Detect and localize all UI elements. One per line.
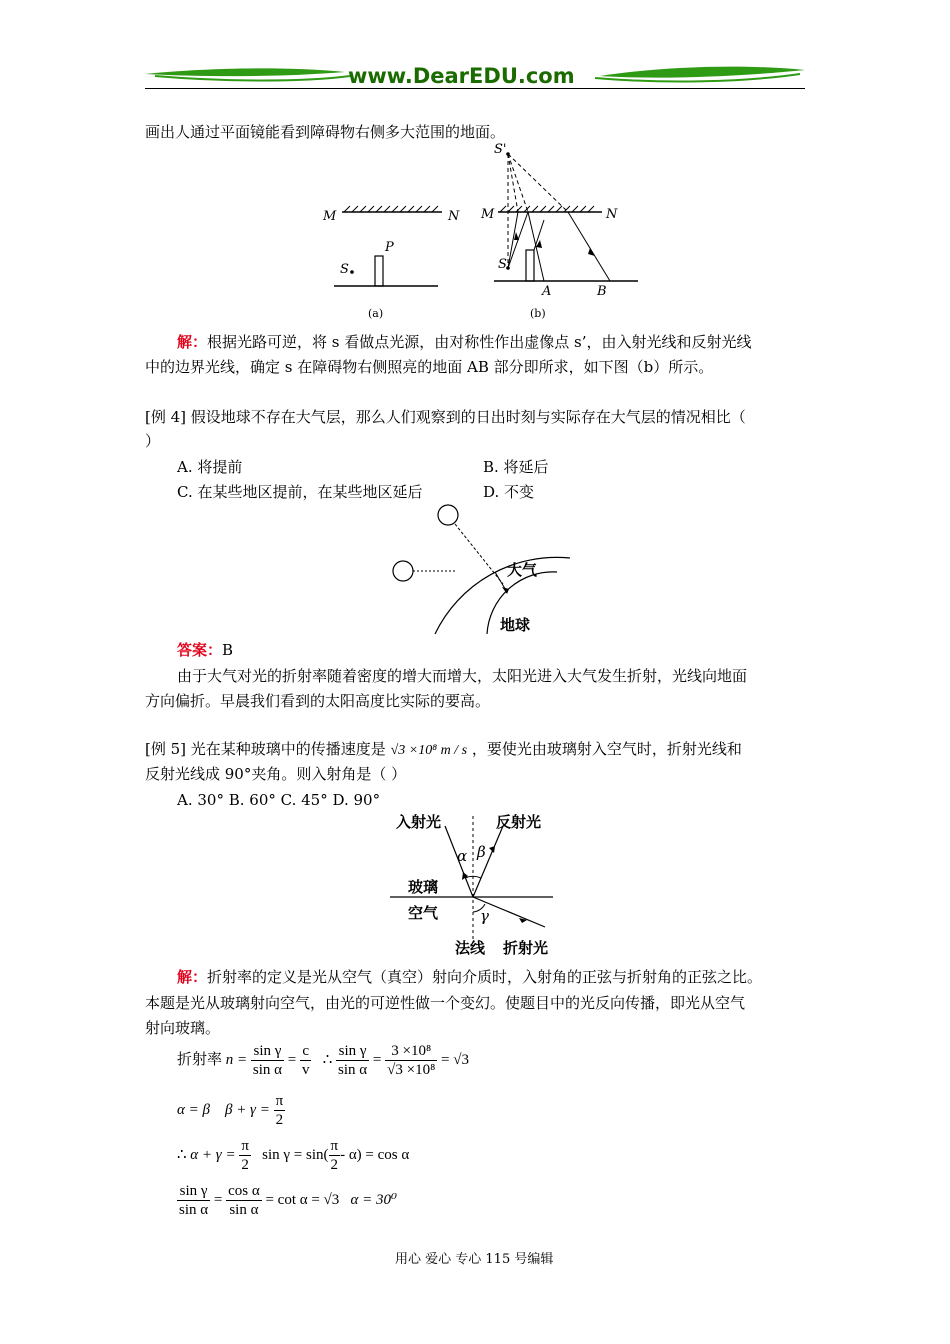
fig-b-caption: (b) <box>530 307 546 320</box>
equation-3: ∴ α + γ = $\frac{\pi}{2}$ sin γ = sin( $\frac{\pi}{2}$ - α) = cos α <box>177 1138 410 1173</box>
atmosphere-label: 大气 <box>507 561 538 579</box>
beta-label: β <box>477 843 486 861</box>
atmosphere-figure <box>385 498 570 636</box>
solution5-line3: 射向玻璃。 <box>145 1019 221 1037</box>
example4-explain-line1: 由于大气对光的折射率随着密度的增大而增大，太阳光进入大气发生折射，光线向地面 <box>177 667 748 685</box>
example5-options: A. 30° B. 60° C. 45° D. 90° <box>177 791 381 809</box>
header-rule <box>145 88 805 89</box>
fig-a-label-s: S <box>340 262 349 277</box>
solution1-line2: 中的边界光线，确定 s 在障碍物右侧照亮的地面 AB 部分即所求，如下图（b）所示。 <box>145 358 714 376</box>
solution5-line1: 折射率的定义是光从空气（真空）射向介质时，入射角的正弦与折射角的正弦之比。 <box>207 968 763 986</box>
fig-a-label-p: P <box>385 240 394 255</box>
example4-question-line2: ） <box>145 432 161 450</box>
fig-b-label-m: M <box>481 207 495 222</box>
solution5-line2: 本题是光从玻璃射向空气，由光的可逆性做一个变幻。使题目中的光反向传播，即光从空气 <box>145 994 746 1012</box>
option-c: C. 在某些地区提前，在某些地区延后 <box>177 483 423 501</box>
answer-label: 答案： <box>177 641 223 659</box>
glass-label: 玻璃 <box>408 878 439 896</box>
page-footer: 用心 爱心 专心 115 号编辑 <box>395 1252 554 1267</box>
solution1-line1: 根据光路可逆，将 s 看做点光源，由对称性作出虚像点 s’，由入射光线和反射光线 <box>207 333 752 351</box>
example5-line2: 反射光线成 90°夹角。则入射角是（ ） <box>145 765 407 783</box>
refracted-light-label: 折射光 <box>503 939 549 957</box>
equation-1: 折射率 n = $\frac{\text{sin γ}}{\text{sin α}}$ = $\frac{c}{v}$ ∴ $\frac{\text{sin γ}}{\text{sin α}}$ = $\frac{\text{3 ×10⁸}}{\text{√3 ×10⁸}}$ = √3 <box>177 1043 469 1078</box>
earth-label: 地球 <box>500 616 531 634</box>
fig-b-label-b: B <box>597 284 607 299</box>
example4-explain-line2: 方向偏折。早晨我们看到的太阳高度比实际的要高。 <box>145 692 491 710</box>
option-a: A. 将提前 <box>177 458 243 476</box>
reflected-light-label: 反射光 <box>496 813 542 831</box>
example5-line1-a: [例 5] 光在某种玻璃中的传播速度是 <box>145 740 386 758</box>
alpha-label: α <box>457 847 468 865</box>
speed-value: √3 ×10⁸ m / s <box>390 743 468 758</box>
site-logo: www.DearEDU.com <box>348 64 575 88</box>
option-d: D. 不变 <box>483 483 535 501</box>
example4-question-line1: [例 4] 假设地球不存在大气层，那么人们观察到的日出时刻与实际存在大气层的情况相比（ <box>145 408 746 426</box>
fig-a-label-n: N <box>448 209 460 224</box>
option-b: B. 将延后 <box>483 458 549 476</box>
gamma-label: γ <box>480 907 489 925</box>
answer-value: B <box>222 641 234 659</box>
fig-a-label-m: M <box>323 209 337 224</box>
incident-light-label: 入射光 <box>396 813 442 831</box>
normal-line-label: 法线 <box>455 939 486 957</box>
fig-b-label-s: S <box>498 257 507 272</box>
fig-b-label-s-prime: S' <box>494 142 507 157</box>
example5-line1-b: ，要使光由玻璃射入空气时，折射光线和 <box>471 740 742 758</box>
solution5-label: 解： <box>177 968 208 986</box>
fig-a-caption: (a) <box>368 307 384 320</box>
equation-4: $\frac{\text{sin γ}}{\text{sin α}}$ = $\frac{\text{cos α}}{\text{sin α}}$ = cot α = √3 α = 30⁰ <box>179 1183 398 1218</box>
solution-label: 解： <box>177 333 208 351</box>
air-label: 空气 <box>408 904 439 922</box>
fig-b-label-a: A <box>542 284 552 299</box>
equation-2: α = β β + γ = $\frac{\pi}{2}$ <box>177 1093 284 1128</box>
fig-b-label-n: N <box>606 207 618 222</box>
intro-text: 画出人通过平面镜能看到障碍物右侧多大范围的地面。 <box>145 123 506 141</box>
